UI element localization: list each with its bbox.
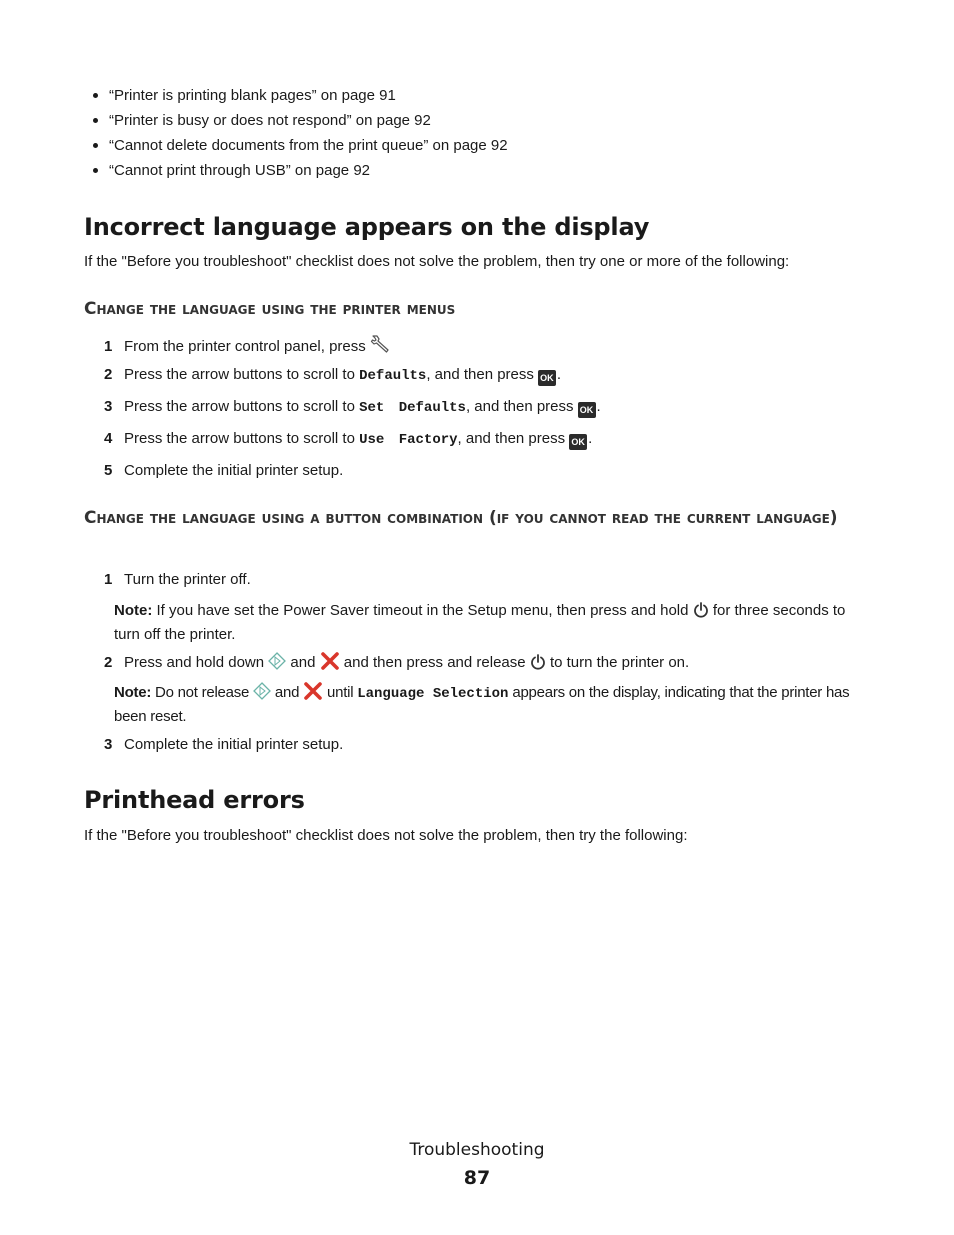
step-1: [104, 334, 392, 360]
step-5: [104, 461, 343, 481]
note-text: Do not release: [151, 684, 253, 701]
note-text: for three seconds to turn off the printer.: [114, 602, 846, 643]
power-icon: [693, 602, 709, 624]
step-4: 4 Press the arrow buttons to scroll to Use Factory, and then press OK .: [104, 430, 593, 448]
ok-button-icon: OK: [538, 370, 556, 386]
list-item: “Printer is printing blank pages” on page 91: [92, 86, 508, 111]
step-number: 2: [104, 654, 113, 671]
list-item: “Cannot delete documents from the print queue” on page 92: [92, 136, 508, 161]
step-1-turn-off: [104, 570, 251, 590]
note-do-not-release: [114, 682, 870, 727]
section-intro: If the "Before you troubleshoot" checklist does not solve the problem, then try the following:: [84, 827, 688, 844]
menu-item-code: Set Defaults: [359, 400, 466, 416]
ok-button-icon: OK: [578, 402, 596, 418]
power-icon: [530, 654, 546, 676]
footer-chapter: Troubleshooting: [409, 1140, 545, 1160]
section-intro: If the "Before you troubleshoot" checklist does not solve the problem, then try one or more of the following:: [84, 253, 790, 270]
list-item: “Printer is busy or does not respond” on page 92: [92, 111, 508, 136]
step-text: From the printer control panel, press: [124, 338, 366, 355]
start-diamond-icon: [253, 682, 271, 706]
step-number: 1: [104, 338, 113, 355]
section-title-incorrect-language: Incorrect language appears on the display: [84, 213, 650, 241]
cancel-x-icon: [303, 682, 323, 706]
step-text: Complete the initial printer setup.: [124, 462, 344, 479]
menu-item-code: Language Selection: [357, 686, 509, 702]
step-text: Press the arrow buttons to scroll to: [124, 430, 360, 447]
step-number: 3: [104, 398, 113, 415]
related-topics-list: [92, 86, 508, 186]
subsection-title-button-combination: Change the language using a button combination (if you cannot read the current language): [84, 508, 838, 528]
list-item: “Cannot print through USB” on page 92: [92, 161, 508, 186]
step-2-press-hold: [104, 652, 689, 676]
cancel-x-icon: [320, 652, 340, 676]
note-label: Note:: [114, 602, 153, 619]
note-label: Note:: [114, 684, 152, 701]
step-3: 3 Press the arrow buttons to scroll to Set Defaults, and then press OK .: [104, 398, 601, 416]
step-text: , and then press: [457, 430, 566, 447]
step-text: , and then press: [426, 366, 534, 383]
step-text: and then press and release: [339, 654, 530, 671]
start-diamond-icon: [268, 652, 286, 676]
step-number: 4: [104, 430, 113, 447]
step-text: Complete the initial printer setup.: [124, 736, 344, 753]
step-number: 2: [104, 366, 113, 383]
note-text: and: [270, 684, 304, 701]
note-text: appears on the display, indicating that the printer has been reset.: [114, 684, 850, 725]
step-text: to turn the printer on.: [545, 654, 690, 671]
step-number: 1: [104, 571, 113, 588]
step-text: Press the arrow buttons to scroll to: [124, 398, 360, 415]
step-number: 5: [104, 462, 113, 479]
page-number: 87: [463, 1167, 491, 1189]
subsection-title-printer-menus: Change the language using the printer menus: [84, 299, 456, 319]
step-2: 2 Press the arrow buttons to scroll to Defaults, and then press OK .: [104, 366, 562, 384]
note-text: If you have set the Power Saver timeout in the Setup menu, then press and hold: [152, 602, 693, 619]
step-text: Press and hold down: [124, 654, 269, 671]
section-title-printhead-errors: Printhead errors: [84, 786, 305, 814]
menu-item-code: Use Factory: [359, 432, 458, 448]
step-text: Press the arrow buttons to scroll to: [124, 366, 360, 383]
menu-item-code: Defaults: [359, 368, 427, 384]
step-text: Turn the printer off.: [124, 571, 251, 588]
step-3-setup: [104, 735, 343, 755]
wrench-icon: [370, 334, 392, 360]
ok-button-icon: OK: [569, 434, 587, 450]
note-text: until: [323, 684, 358, 701]
step-text: , and then press: [465, 398, 574, 415]
step-text: and: [286, 654, 320, 671]
note-power-saver: [114, 600, 870, 645]
step-number: 3: [104, 736, 113, 753]
